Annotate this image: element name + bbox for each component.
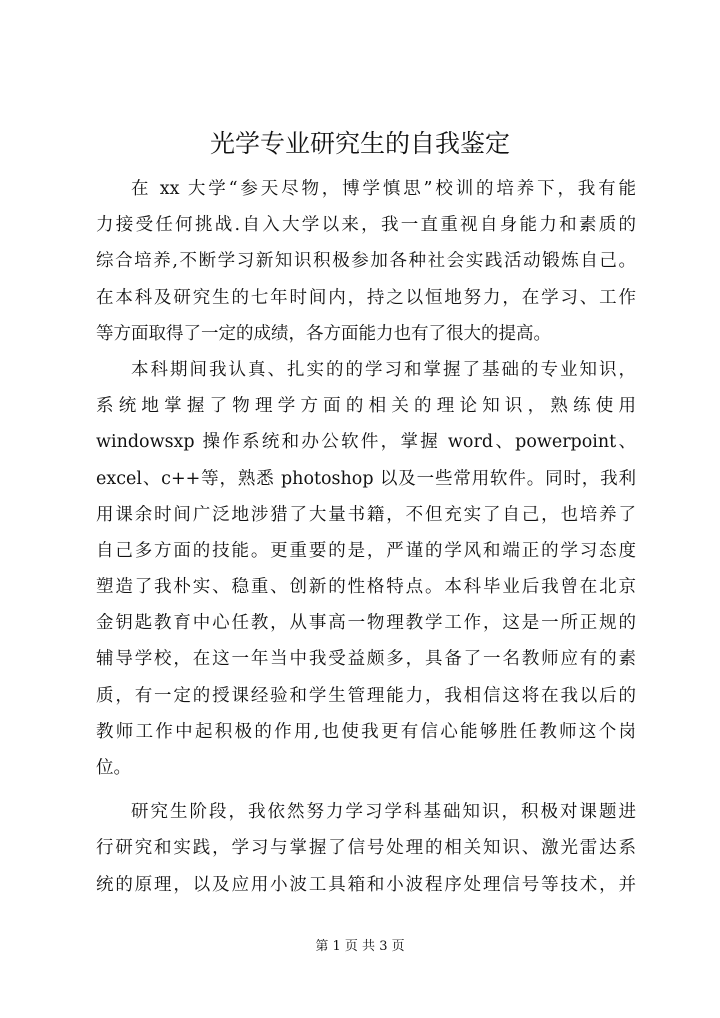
document-title: 光学专业研究生的自我鉴定 — [209, 129, 510, 158]
paragraph-2 — [96, 352, 636, 786]
text-line: excel、c++等，熟悉 photoshop 以及一些常用软件。同时，我利 — [96, 468, 636, 489]
text-line: 等方面取得了一定的成绩，各方面能力也有了很大的提高。 — [96, 323, 551, 344]
text-line: 金钥匙教育中心任教，从事高一物理教学工作，这是一所正规的 — [96, 613, 636, 634]
text-line: 位。 — [96, 758, 131, 778]
text-line: 在 xx 大学“参天尽物，博学慎思”校训的培养下，我有能 — [131, 179, 636, 199]
text-line: 用课余时间广泛地涉猎了大量书籍，不但充实了自己，也培养了 — [96, 504, 636, 525]
document-body — [96, 171, 636, 903]
text-line: 教师工作中起积极的作用,也使我更有信心能够胜任教师这个岗 — [96, 721, 636, 742]
text-line: 塑造了我朴实、稳重、创新的性格特点。本科毕业后我曾在北京 — [96, 577, 636, 598]
text-line: 质，有一定的授课经验和学生管理能力，我相信这将在我以后的 — [96, 685, 636, 706]
text-line: 系统地掌握了物理学方面的相关的理论知识，熟练使用 — [96, 396, 636, 417]
text-line: 辅导学校，在这一年当中我受益颇多，具备了一名教师应有的素 — [96, 649, 636, 670]
text-line: 综合培养,不断学习新知识积极参加各种社会实践活动锻炼自己。 — [96, 251, 636, 272]
page-footer: 第 1 页 共 3 页 — [315, 939, 405, 954]
text-line: windowsxp 操作系统和办公软件，掌握 word、powerpoint、 — [96, 432, 636, 453]
text-line: 行研究和实践，学习与掌握了信号处理的相关知识、激光雷达系 — [96, 838, 636, 859]
paragraph-3 — [96, 794, 636, 903]
text-line: 本科期间我认真、扎实的的学习和掌握了基础的专业知识， — [131, 359, 636, 380]
text-line: 力接受任何挑战.自入大学以来，我一直重视自身能力和素质的 — [96, 215, 636, 236]
paragraph-1 — [96, 171, 636, 352]
paragraph-spacer — [96, 786, 636, 794]
text-line: 在本科及研究生的七年时间内，持之以恒地努力，在学习、工作 — [96, 287, 636, 308]
text-line: 研究生阶段，我依然努力学习学科基础知识，积极对课题进 — [131, 802, 636, 823]
text-line: 自己多方面的技能。更重要的是，严谨的学风和端正的学习态度 — [96, 540, 636, 561]
text-line: 统的原理，以及应用小波工具箱和小波程序处理信号等技术，并 — [96, 874, 636, 895]
